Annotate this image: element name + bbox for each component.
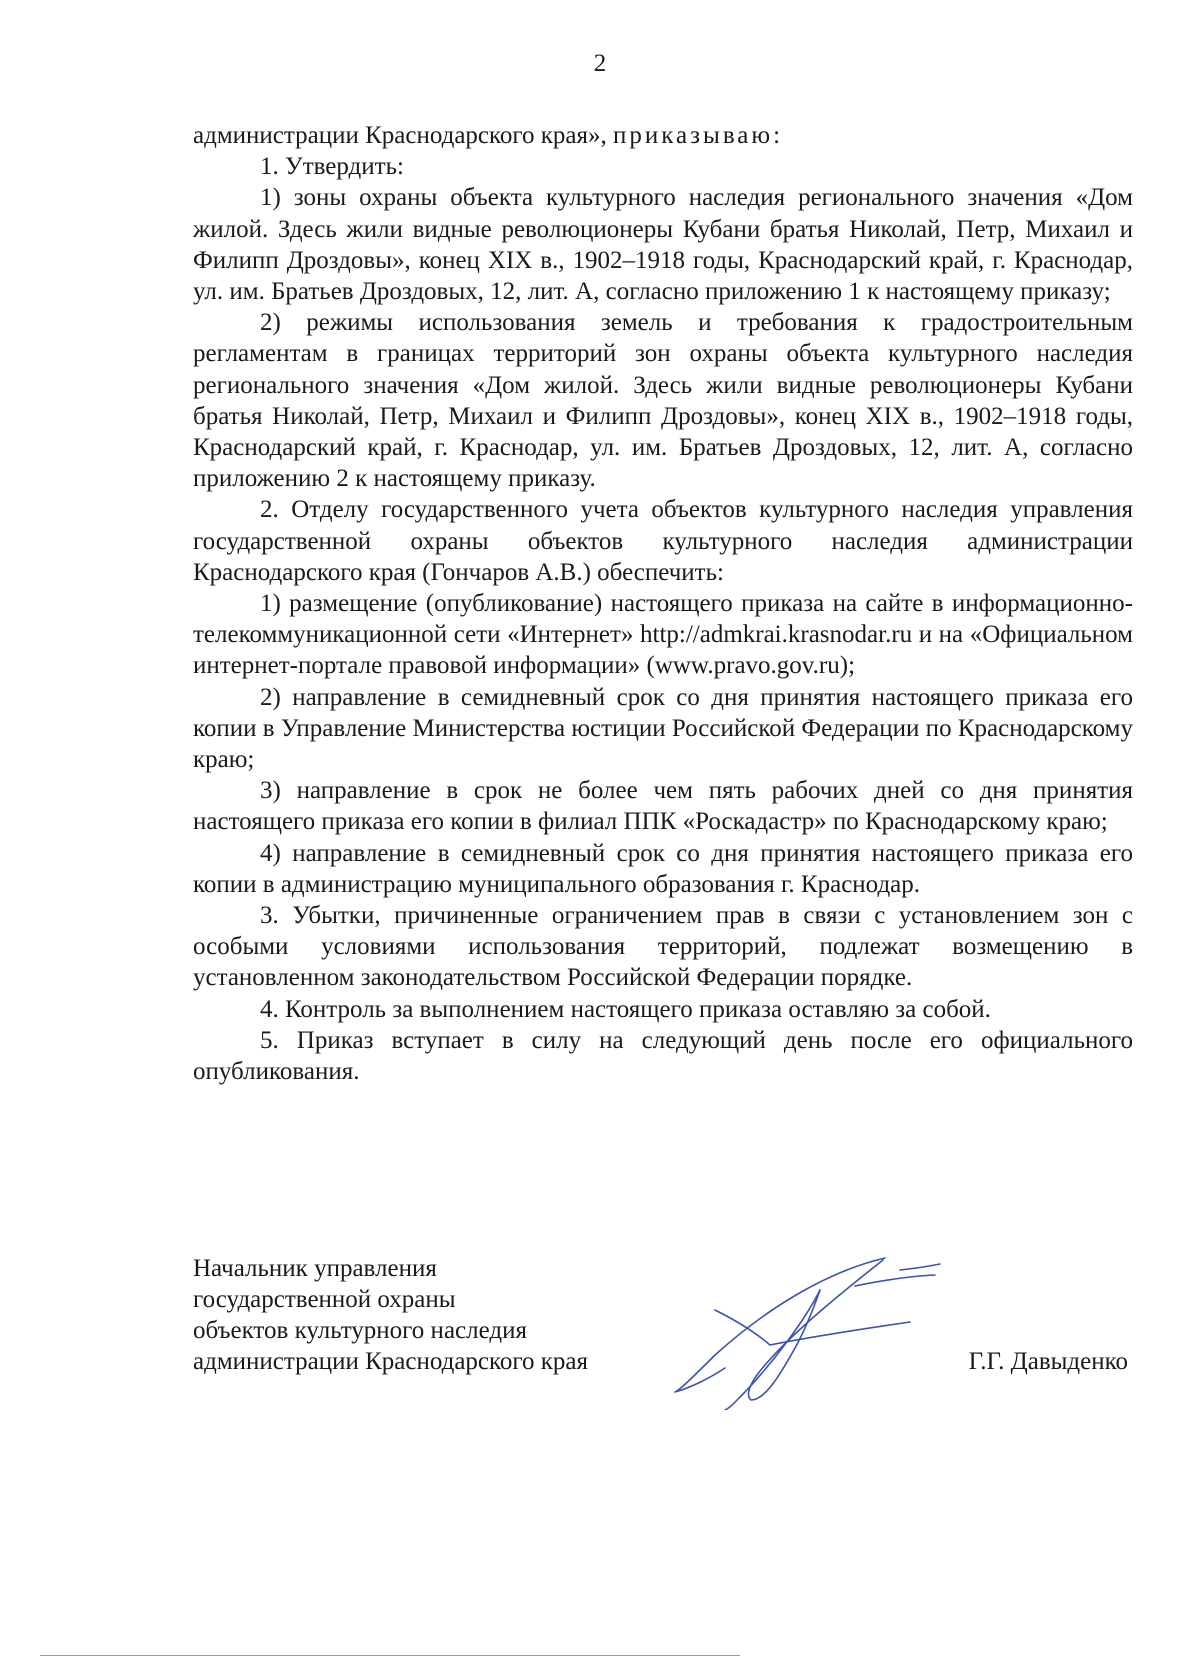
paragraph-department-tasks: 2. Отделу государственного учета объектов культурного наследия управления государственной охраны объектов культурного наследия администрации Краснодарского края (Гончаров А.В.) обеспечить: xyxy=(193,496,1133,586)
paragraph-control: 4. Контроль за выполнением настоящего приказа оставляю за собой. xyxy=(260,995,991,1023)
paragraph-task-publication: 1) размещение (опубликование) настоящего приказа на сайте в информационно-телекоммуникационной сети «Интернет» http://admkrai.krasnodar.ru и на «Официальном интернет-портале правовой информации» (www.pravo.gov.ru); xyxy=(193,590,1133,680)
paragraph-losses: 3. Убытки, причиненные ограничением прав в связи с установлением зон с особыми условиями использования территорий, подлежат возмещению в установленном законодательством Российской Федерации порядке. xyxy=(193,902,1133,992)
position-line: объектов культурного наследия xyxy=(193,1317,527,1344)
order-word: приказываю xyxy=(613,122,774,149)
position-line: администрации Краснодарского края xyxy=(193,1348,589,1375)
paragraph-task-justice: 2) направление в семидневный срок со дня принятия настоящего приказа его копии в Управление Министерства юстиции Российской Федерации по Краснодарскому краю; xyxy=(193,683,1133,774)
opening-line-lead: администрации Краснодарского края», xyxy=(193,122,614,149)
paragraph-approve-regimes: 2) режимы использования земель и требования к градостроительным регламентам в границах территорий зон охраны объекта культурного наследия регионального значения «Дом жилой. Здесь жили видные революционеры Кубани братья Николай, Петр, Михаил и Филипп Дроздовы», конец XIX в., 1902–1918 годы, Краснодарский край, г. Краснодар, ул. им. Братьев Дроздовых, 12, лит. А, согласно приложению 2 к настоящему приказу. xyxy=(193,309,1133,493)
position-line: Начальник управления xyxy=(193,1255,437,1282)
signer-name: Г.Г. Давыденко xyxy=(968,1348,1128,1375)
position-line: государственной охраны xyxy=(193,1286,456,1313)
handwritten-signature xyxy=(655,1250,945,1410)
paragraph-task-roskadastr: 3) направление в срок не более чем пять рабочих дней со дня принятия настоящего приказа его копии в филиал ППК «Роскадастр» по Краснодарскому краю; xyxy=(193,777,1133,836)
page-number: 2 xyxy=(593,50,607,77)
opening-line-tail: : xyxy=(773,122,781,149)
opening-line xyxy=(193,120,1133,151)
paragraph-approve: 1. Утвердить: xyxy=(260,153,404,181)
paragraph-effective-date: 5. Приказ вступает в силу на следующий день после его официального опубликования. xyxy=(193,1026,1133,1086)
document-body xyxy=(193,120,1133,1087)
paragraph-task-municipality: 4) направление в семидневный срок со дня принятия настоящего приказа его копии в администрацию муниципального образования г. Краснодар. xyxy=(193,839,1133,898)
signer-position xyxy=(193,1253,588,1377)
bottom-rule xyxy=(40,1655,740,1656)
paragraph-approve-zones: 1) зоны охраны объекта культурного наследия регионального значения «Дом жилой. Здесь жили видные революционеры Кубани братья Николай, Петр, Михаил и Филипп Дроздовы», конец XIX в., 1902–1918 годы, Краснодарский край, г. Краснодар, ул. им. Братьев Дроздовых, 12, лит. А, согласно приложению 1 к настоящему приказу; xyxy=(193,184,1133,306)
